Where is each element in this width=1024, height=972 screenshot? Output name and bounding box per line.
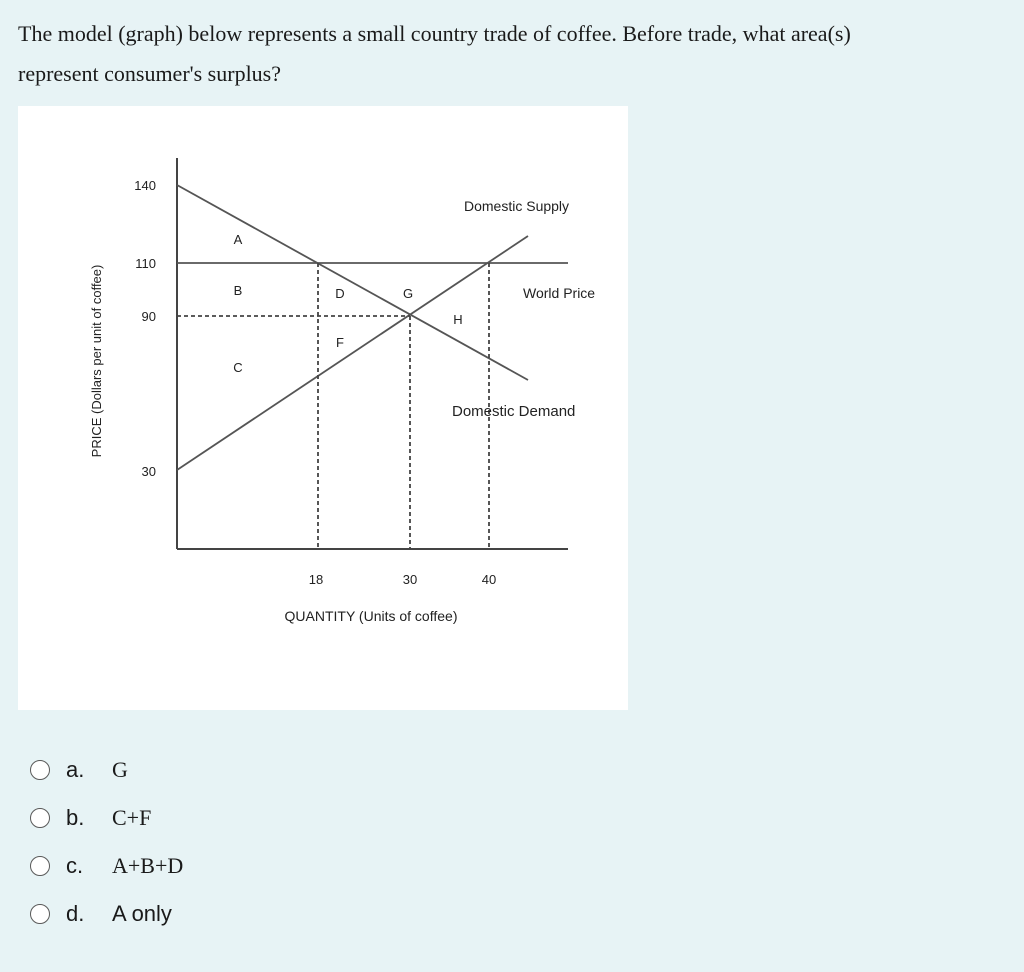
option-d[interactable] [30, 894, 430, 934]
radio-button-b[interactable] [30, 808, 50, 828]
area-label-g: G [402, 286, 414, 301]
option-text-b: C+F [112, 805, 152, 830]
option-text-a: G [112, 757, 128, 782]
x-tick-40: 40 [481, 572, 497, 587]
area-label-b: B [233, 283, 243, 298]
y-axis-label: PRICE (Dollars per unit of coffee) [89, 264, 104, 458]
supply-demand-graph [18, 106, 628, 710]
option-letter-d: d. [66, 901, 85, 926]
option-letter-c: c. [66, 853, 84, 878]
y-tick-140: 140 [134, 178, 156, 193]
graph-svg [18, 106, 628, 710]
y-tick-110: 110 [135, 256, 156, 271]
area-label-f: F [336, 335, 344, 350]
option-text-d: A only [112, 901, 172, 926]
area-label-a: A [233, 232, 243, 247]
option-b[interactable] [30, 798, 430, 838]
radio-button-a[interactable] [30, 760, 50, 780]
option-text-c: A+B+D [112, 853, 184, 878]
y-tick-30: 30 [141, 464, 156, 479]
option-letter-a: a. [66, 757, 85, 782]
area-label-c: C [233, 360, 243, 375]
x-tick-18: 18 [308, 572, 324, 587]
world-price-label: World Price [523, 285, 596, 301]
question-text [18, 14, 1008, 94]
radio-button-c[interactable] [30, 856, 50, 876]
option-c[interactable] [30, 846, 430, 886]
area-label-d: D [335, 286, 345, 301]
question-line-1: The model (graph) below represents a small country trade of coffee. Before trade, what area(s) [18, 21, 851, 46]
domestic-supply-curve [177, 236, 528, 470]
option-letter-b: b. [66, 805, 85, 830]
domestic-supply-label: Domestic Supply [464, 198, 570, 214]
x-tick-30: 30 [402, 572, 418, 587]
radio-button-d[interactable] [30, 904, 50, 924]
area-label-h: H [453, 312, 463, 327]
option-a[interactable] [30, 750, 430, 790]
x-axis-label: QUANTITY (Units of coffee) [284, 608, 458, 624]
question-line-2: represent consumer's surplus? [18, 61, 282, 86]
y-tick-90: 90 [141, 309, 156, 324]
domestic-demand-curve [177, 185, 528, 380]
domestic-demand-label: Domestic Demand [452, 403, 576, 420]
